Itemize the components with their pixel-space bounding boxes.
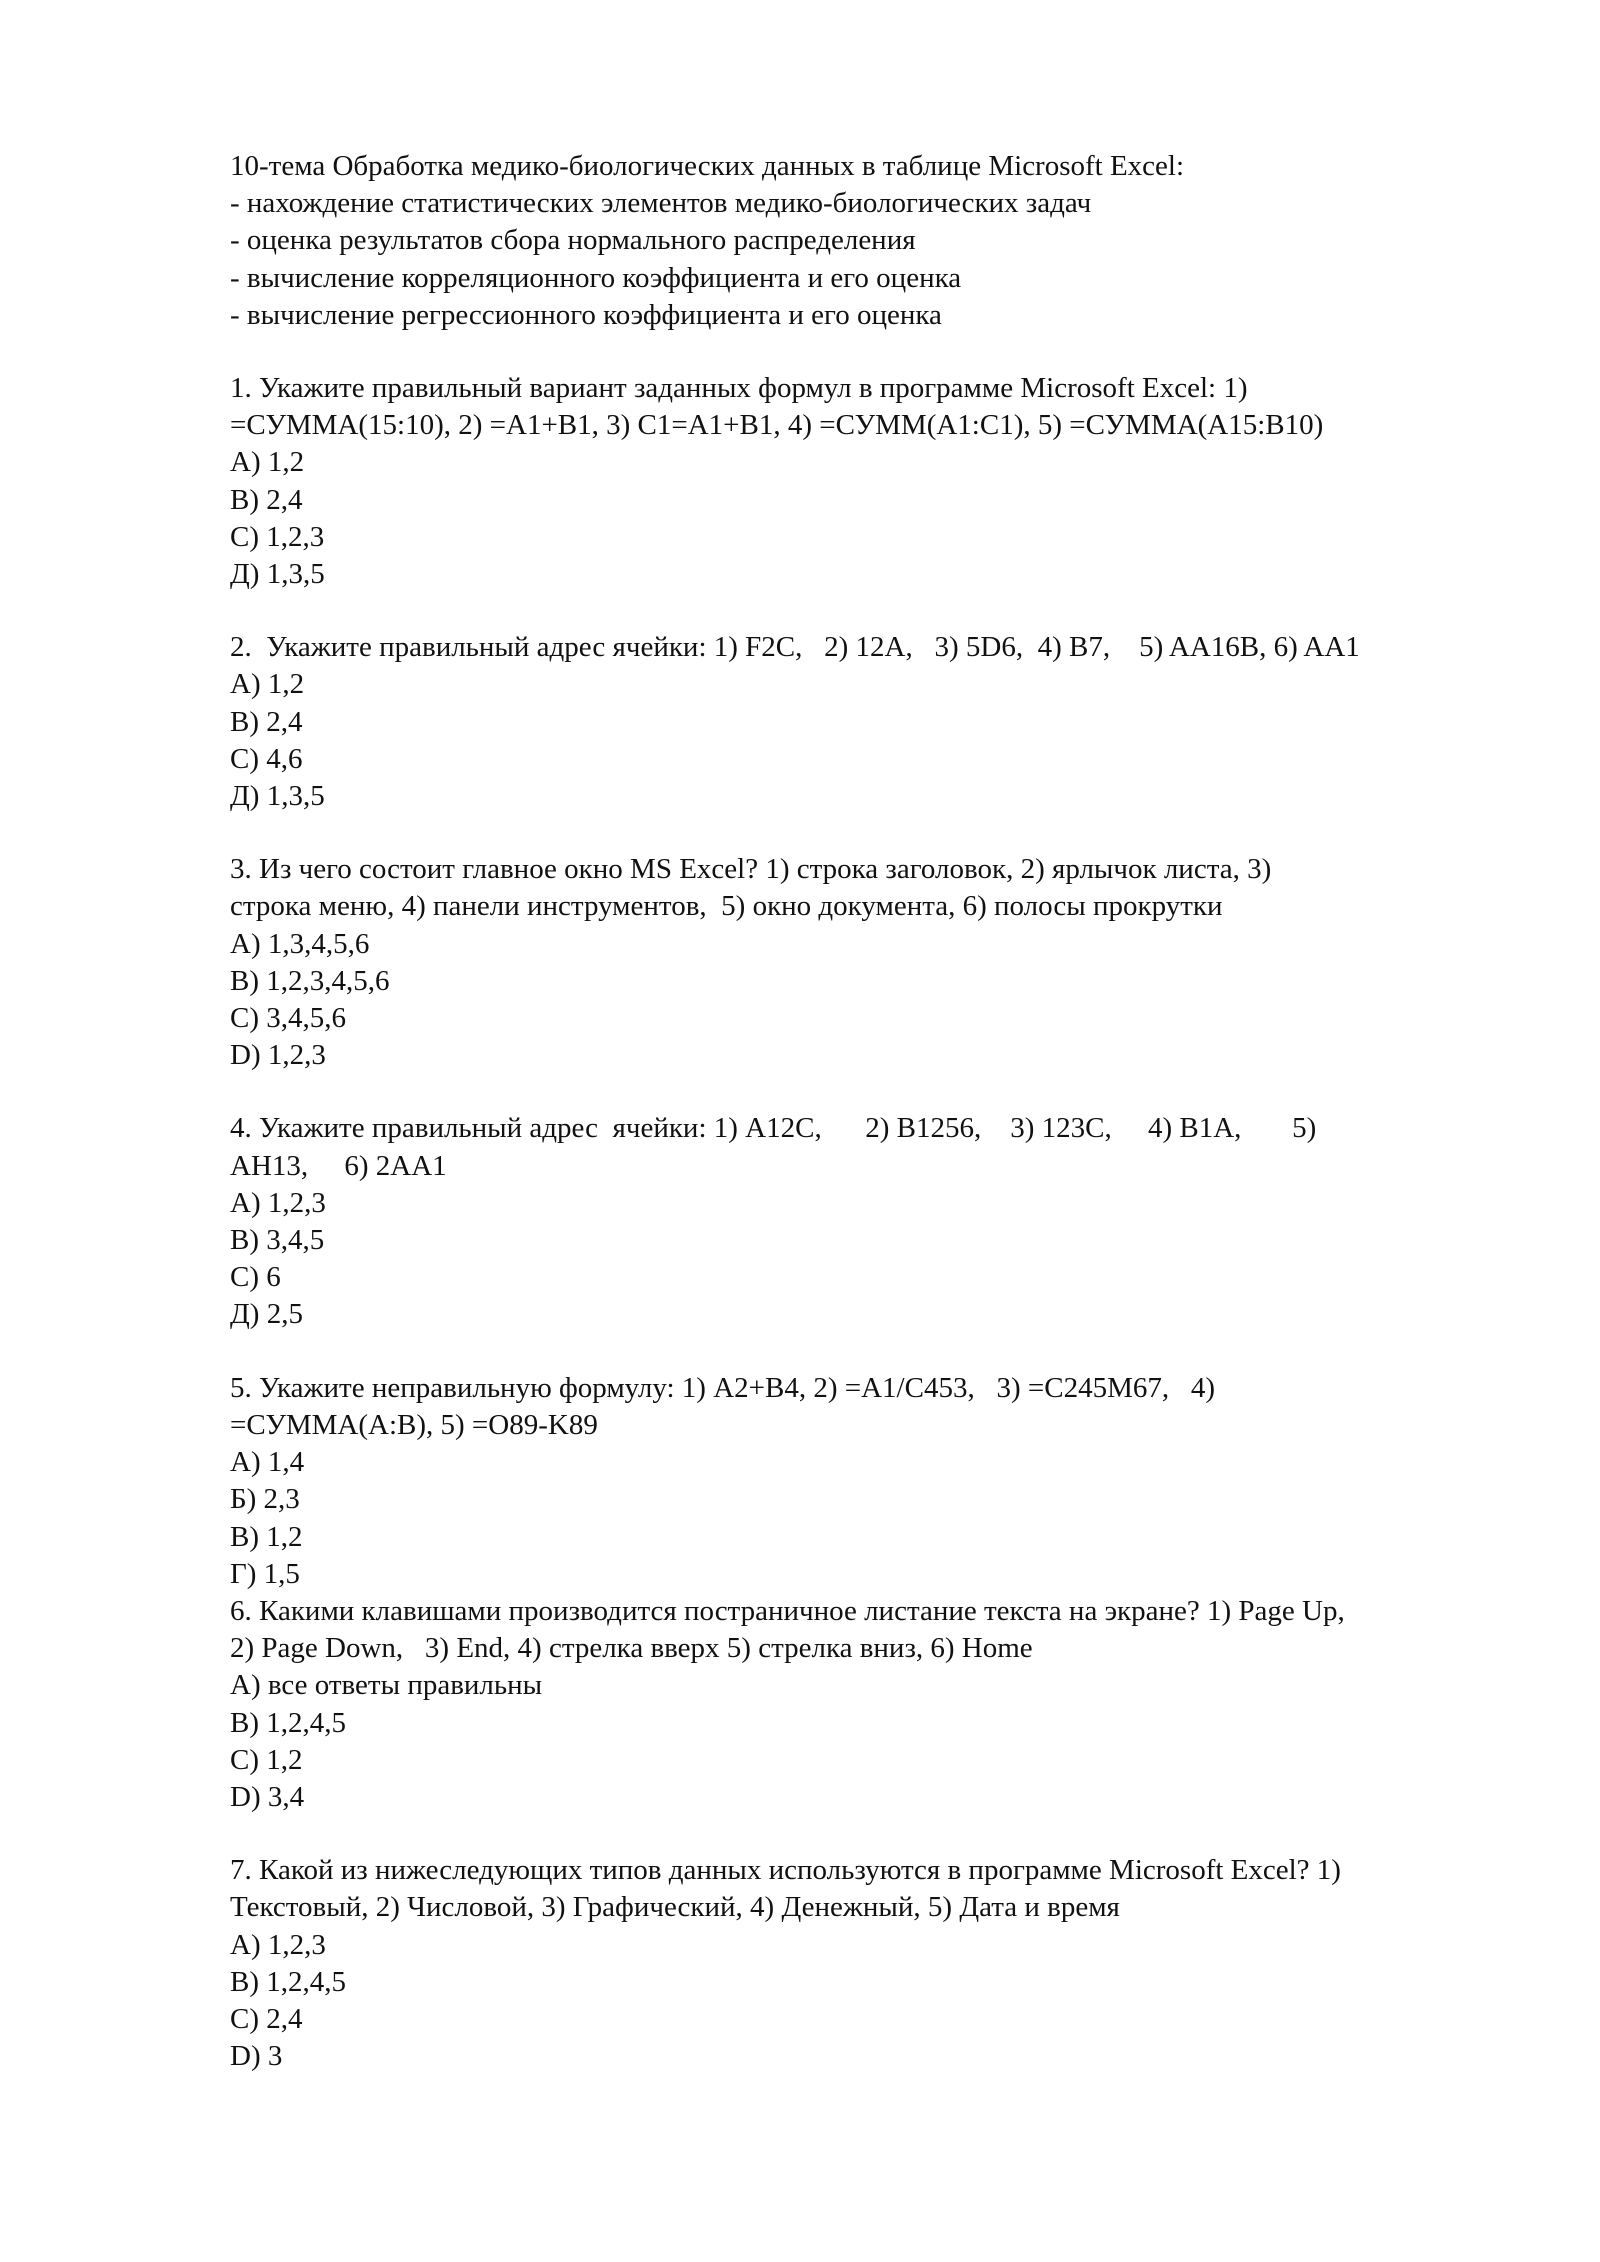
topic-item: - нахождение статистических элементов медико-биологических задач	[230, 187, 1092, 220]
answer-option: D) 3	[230, 2040, 283, 2073]
answer-option: C) 2,4	[230, 2002, 303, 2035]
answer-option: B) 1,2,3,4,5,6	[230, 964, 390, 997]
answer-option: A) 1,2,3	[230, 1186, 326, 1219]
answer-option: A) 1,2	[230, 668, 305, 701]
question-text: 7. Какой из нижеследующих типов данных используются в программе Microsoft Excel? 1)	[230, 1854, 1341, 1887]
question-text: 2. Укажите правильный адрес ячейки: 1) F2C, 2) 12A, 3) 5D6, 4) B7, 5) AA16B, 6) AA1	[230, 631, 1360, 664]
answer-option: B) 1,2,4,5	[230, 1965, 346, 1998]
topic-item: - оценка результатов сбора нормального распределения	[230, 224, 916, 257]
answer-option: A) 1,4	[230, 1446, 305, 1479]
question-2	[230, 629, 1540, 815]
question-text: 1. Укажите правильный вариант заданных формул в программе Microsoft Excel: 1)	[230, 372, 1248, 405]
answer-option: C) 1,2	[230, 1743, 303, 1776]
question-text: AH13, 6) 2AA1	[230, 1149, 447, 1182]
answer-option: C) 4,6	[230, 742, 303, 775]
question-text: строка меню, 4) панели инструментов, 5) окно документа, 6) полосы прокрутки	[230, 890, 1223, 923]
answer-option: Д) 1,3,5	[230, 558, 325, 591]
answer-option: A) 1,2,3	[230, 1928, 326, 1961]
answer-option: Б) 2,3	[230, 1483, 300, 1516]
answer-option: A) 1,2	[230, 446, 305, 479]
question-4	[230, 1110, 1540, 1333]
question-6	[230, 1593, 1540, 1816]
answer-option: B) 2,4	[230, 483, 303, 516]
answer-option: Д) 1,3,5	[230, 780, 325, 813]
answer-option: C) 6	[230, 1261, 281, 1294]
answer-option: Г) 1,5	[230, 1557, 300, 1590]
topic-block	[230, 148, 1540, 334]
question-text: Текстовый, 2) Числовой, 3) Графический, 4) Денежный, 5) Дата и время	[230, 1891, 1120, 1924]
question-text: 4. Укажите правильный адрес ячейки: 1) A12C, 2) B1256, 3) 123C, 4) B1A, 5)	[230, 1112, 1317, 1145]
answer-option: B) 2,4	[230, 705, 303, 738]
question-1	[230, 370, 1540, 593]
question-text: 5. Укажите неправильную формулу: 1) A2+B4, 2) =A1/C453, 3) =C245M67, 4)	[230, 1371, 1216, 1404]
question-text: 6. Какими клавишами производится постраничное листание текста на экране? 1) Page Up,	[230, 1594, 1345, 1627]
question-text: =СУММА(A:B), 5) =O89-K89	[230, 1408, 598, 1441]
question-text: 3. Из чего состоит главное окно MS Excel? 1) строка заголовок, 2) ярлычок листа, 3)	[230, 853, 1272, 886]
answer-option: В) 1,2	[230, 1520, 303, 1553]
answer-option: B) 1,2,4,5	[230, 1706, 346, 1739]
topic-item: - вычисление регрессионного коэффициента и его оценка	[230, 298, 942, 331]
answer-option: Д) 2,5	[230, 1298, 303, 1331]
topic-item: - вычисление корреляционного коэффициента и его оценка	[230, 261, 962, 294]
answer-option: A) 1,3,4,5,6	[230, 927, 370, 960]
answer-option: D) 1,2,3	[230, 1039, 326, 1072]
question-7	[230, 1852, 1540, 2075]
answer-option: C) 3,4,5,6	[230, 1002, 346, 1035]
answer-option: C) 1,2,3	[230, 520, 325, 553]
question-3	[230, 851, 1540, 1074]
question-5	[230, 1370, 1540, 1593]
question-text: 2) Page Down, 3) End, 4) стрелка вверх 5) стрелка вниз, 6) Home	[230, 1632, 1033, 1665]
answer-option: A) все ответы правильны	[230, 1669, 543, 1702]
answer-option: D) 3,4	[230, 1780, 305, 1813]
answer-option: B) 3,4,5	[230, 1224, 325, 1257]
topic-title: 10-тема Обработка медико-биологических данных в таблице Microsoft Excel:	[230, 150, 1185, 182]
question-text: =СУММА(15:10), 2) =A1+B1, 3) C1=A1+B1, 4) =СУММ(A1:C1), 5) =СУММА(A15:B10)	[230, 409, 1324, 442]
